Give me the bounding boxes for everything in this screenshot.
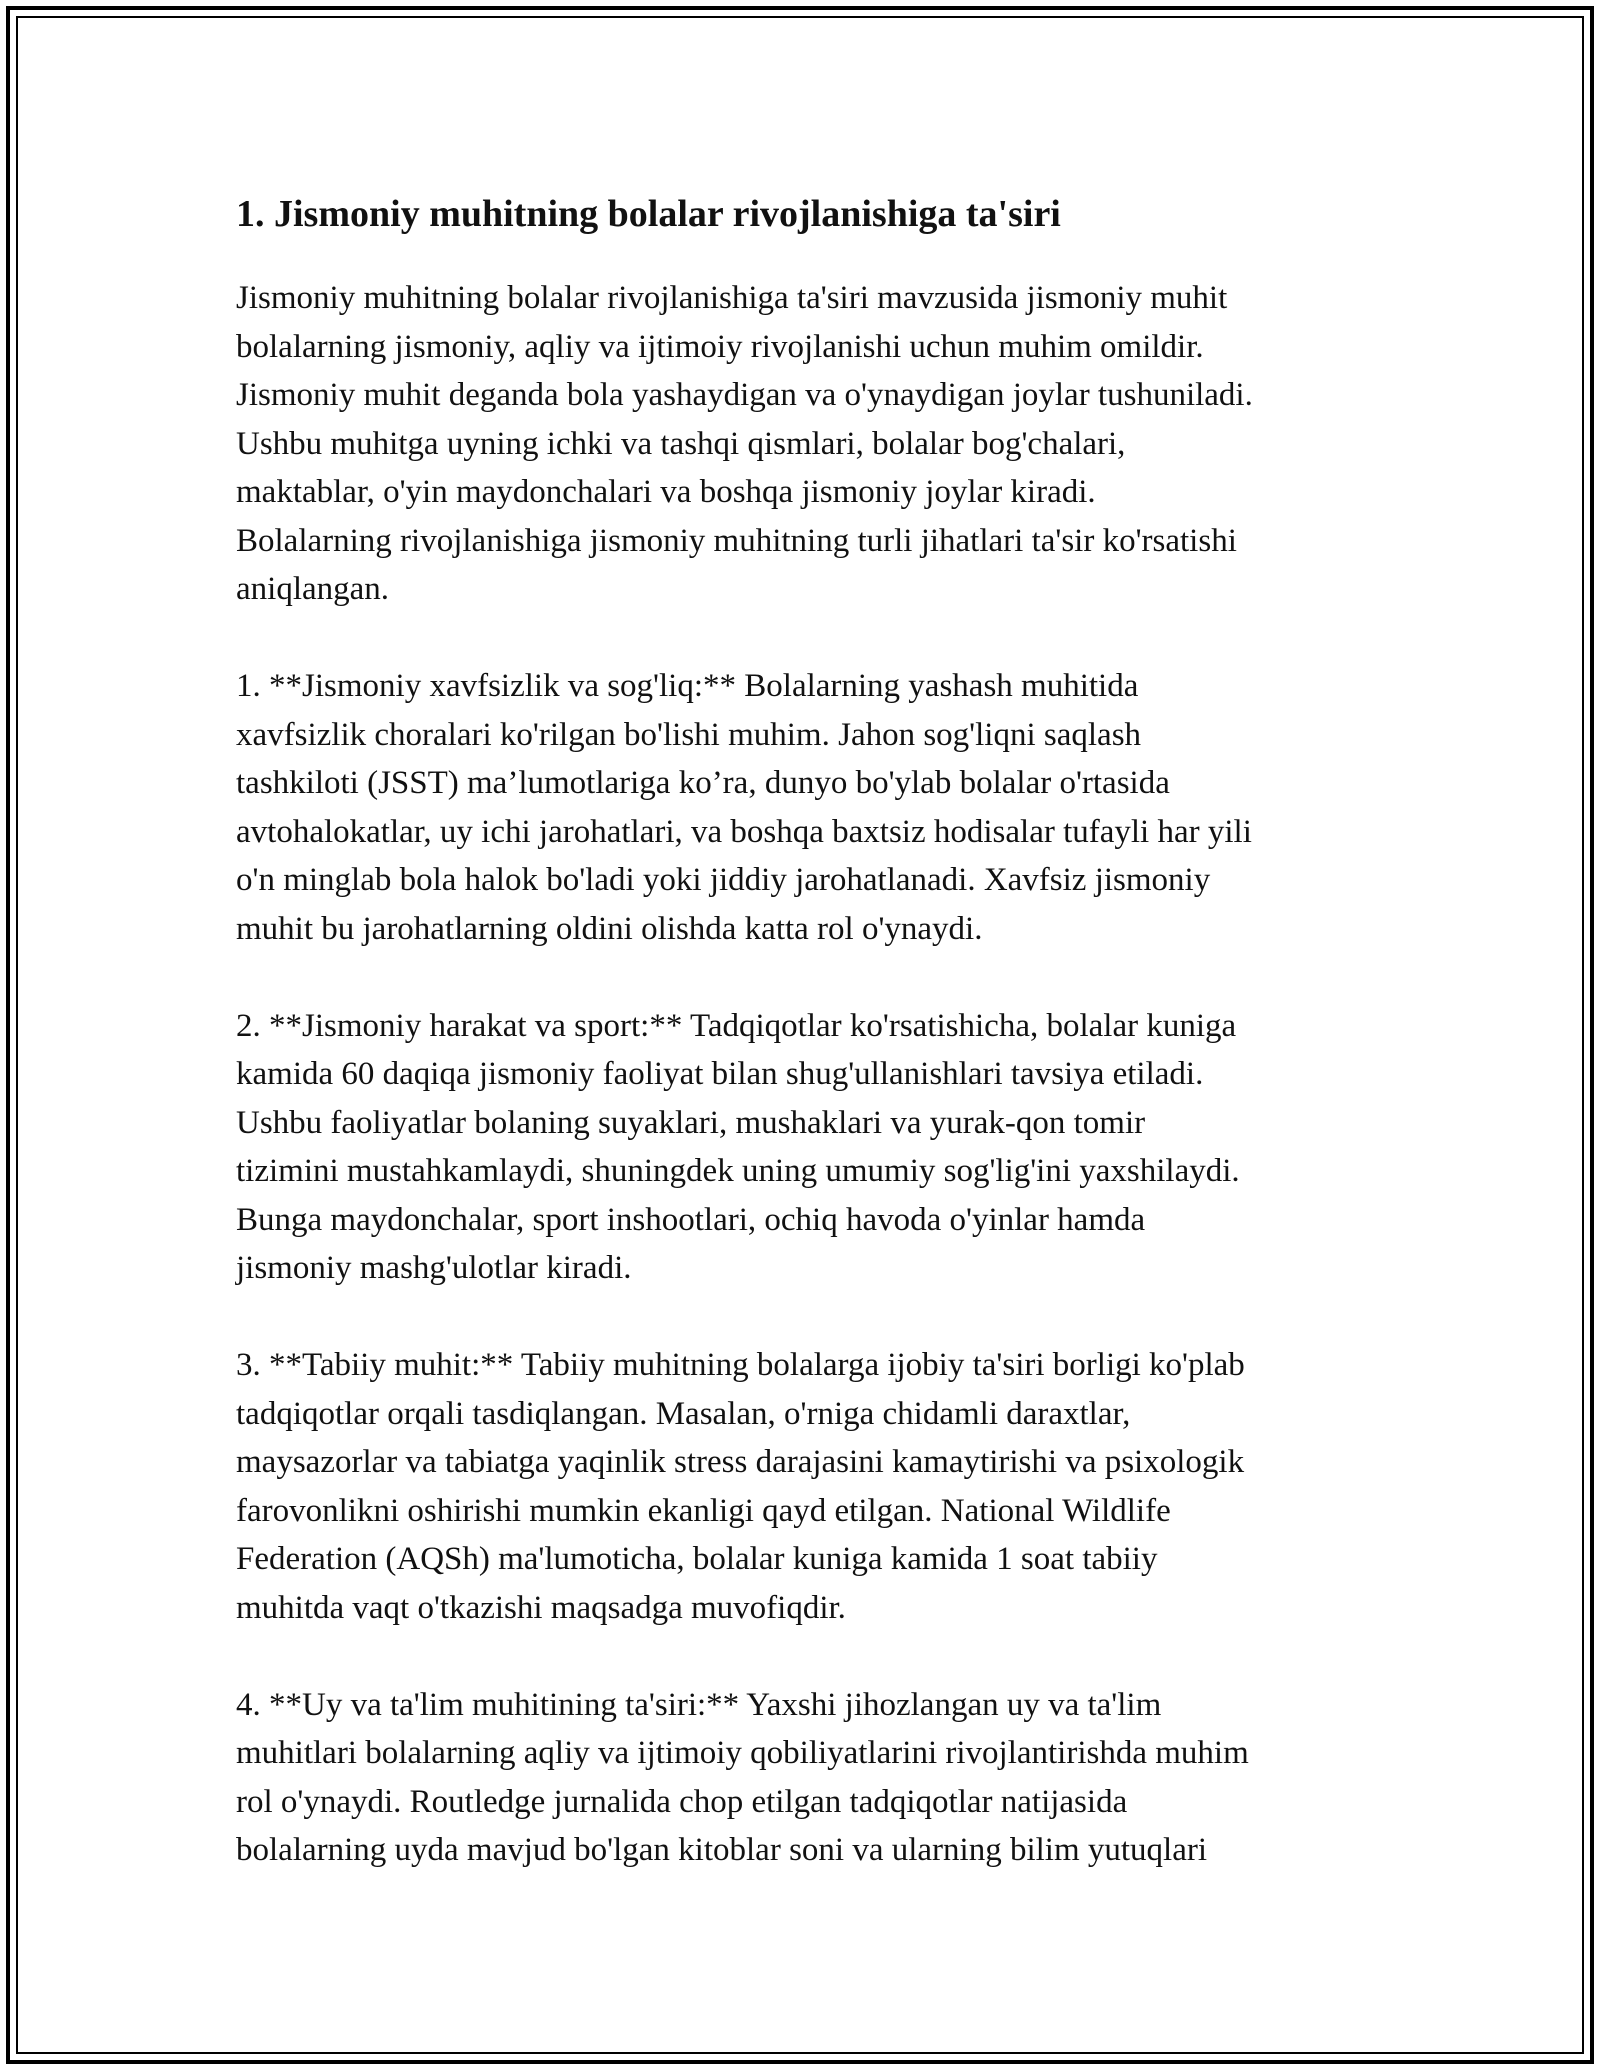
text-line: avtohalokatlar, uy ichi jarohatlari, va boshqa baxtsiz hodisalar tufayli har yili — [236, 813, 1252, 850]
paragraph-point-1 — [236, 662, 1376, 953]
text-line: Federation (AQSh) ma'lumoticha, bolalar kuniga kamida 1 soat tabiiy — [236, 1541, 1158, 1577]
text-line: o'n minglab bola halok bo'ladi yoki jiddiy jarohatlanadi. Xavfsiz jismoniy — [236, 862, 1211, 898]
text-line: xavfsizlik choralari ko'rilgan bo'lishi muhim. Jahon sog'liqni saqlash — [236, 716, 1142, 753]
section-heading: 1. Jismoniy muhitning bolalar rivojlanishiga ta'siri — [236, 193, 1061, 235]
text-line: Jismoniy muhitning bolalar rivojlanishiga ta'siri mavzusida jismoniy muhit — [236, 280, 1228, 316]
text-line: 4. **Uy va ta'lim muhitining ta'siri:** Yaxshi jihozlangan uy va ta'lim — [236, 1686, 1162, 1723]
text-line: Bunga maydonchalar, sport inshootlari, ochiq havoda o'yinlar hamda — [236, 1201, 1146, 1238]
text-line: maktablar, o'yin maydonchalari va boshqa jismoniy joylar kiradi. — [236, 474, 1096, 510]
paragraph-point-2 — [236, 1002, 1376, 1293]
text-line: muhit bu jarohatlarning oldini olishda katta rol o'ynaydi. — [236, 910, 983, 947]
text-line: muhitlari bolalarning aqliy va ijtimoiy qobiliyatlarini rivojlantirishda muhim — [236, 1735, 1249, 1771]
paragraph-point-4 — [236, 1681, 1376, 1875]
text-line: 3. **Tabiiy muhit:** Tabiiy muhitning bolalarga ijobiy ta'siri borligi ko'plab — [236, 1347, 1245, 1383]
text-line: bolalarning jismoniy, aqliy va ijtimoiy rivojlanishi uchun muhim omildir. — [236, 328, 1204, 365]
text-line: 2. **Jismoniy harakat va sport:** Tadqiqotlar ko'rsatishicha, bolalar kuniga — [236, 1007, 1237, 1044]
paragraph-point-3 — [236, 1341, 1376, 1632]
text-line: maysazorlar va tabiatga yaqinlik stress darajasini kamaytirishi va psixologik — [236, 1444, 1245, 1480]
text-line: 1. **Jismoniy xavfsizlik va sog'liq:** Bolalarning yashash muhitida — [236, 668, 1139, 704]
paragraph-intro — [236, 274, 1376, 614]
text-line: Ushbu faoliyatlar bolaning suyaklari, mushaklari va yurak-qon tomir — [236, 1104, 1146, 1141]
text-line: kamida 60 daqiqa jismoniy faoliyat bilan shug'ullanishlari tavsiya etiladi. — [236, 1056, 1204, 1092]
text-line: aniqlangan. — [236, 571, 390, 607]
text-line: jismoniy mashg'ulotlar kiradi. — [236, 1250, 632, 1286]
document-body — [236, 186, 1376, 1875]
text-line: Ushbu muhitga uyning ichki va tashqi qismlari, bolalar bog'chalari, — [236, 425, 1126, 462]
text-line: rol o'ynaydi. Routledge jurnalida chop etilgan tadqiqotlar natijasida — [236, 1783, 1128, 1820]
text-line: tashkiloti (JSST) ma’lumotlariga ko’ra, dunyo bo'ylab bolalar o'rtasida — [236, 765, 1170, 801]
text-line: muhitda vaqt o'tkazishi maqsadga muvofiqdir. — [236, 1589, 846, 1626]
text-line: tizimini mustahkamlaydi, shuningdek uning umumiy sog'lig'ini yaxshilaydi. — [236, 1153, 1240, 1189]
text-line: Jismoniy muhit deganda bola yashaydigan va o'ynaydigan joylar tushuniladi. — [236, 377, 1253, 413]
text-line: farovonlikni oshirishi mumkin ekanligi qayd etilgan. National Wildlife — [236, 1492, 1171, 1529]
text-line: tadqiqotlar orqali tasdiqlangan. Masalan, o'rniga chidamli daraxtlar, — [236, 1395, 1131, 1432]
text-line: bolalarning uyda mavjud bo'lgan kitoblar soni va ularning bilim yutuqlari — [236, 1832, 1208, 1868]
text-line: Bolalarning rivojlanishiga jismoniy muhitning turli jihatlari ta'sir ko'rsatishi — [236, 522, 1237, 559]
